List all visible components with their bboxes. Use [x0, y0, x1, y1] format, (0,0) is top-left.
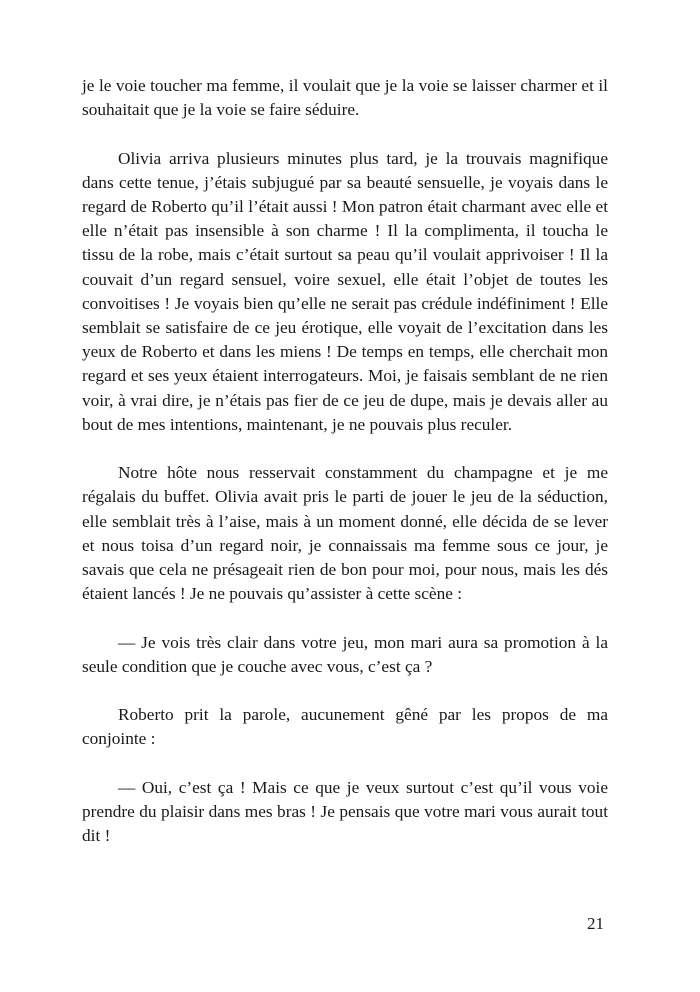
page-number: 21	[587, 914, 604, 933]
paragraph: Olivia arriva plusieurs minutes plus tard, je la trouvais magnifique dans cette tenue, j’étais subjugué par sa beauté sensuelle, je voyais dans le regard de Roberto qu’il l’était aussi ! Mon patron était charmant avec elle et elle n’était pas insensible à son charme ! Il la complimenta, il toucha le tissu de la robe, mais c’était surtout sa peau qu’il voulait apprivoiser ! Il la couvait d’un regard sensuel, voire sexuel, elle était l’objet de toutes les convoitises ! Je voyais bien qu’elle ne serait pas crédule indéfiniment ! Elle semblait se satisfaire de ce jeu érotique, elle voyait de l’excitation dans les yeux de Roberto et dans les miens ! De temps en temps, elle cherchait mon regard et ses yeux étaient interrogateurs. Moi, je faisais semblant de ne rien voir, à vrai dire, je n’étais pas fier de ce jeu de dupe, mais je devais aller au bout de mes intentions, maintenant, je ne pouvais plus reculer.	[82, 148, 608, 434]
body-text	[82, 74, 608, 873]
paragraph: Notre hôte nous resservait constamment du champagne et je me régalais du buffet. Olivia avait pris le parti de jouer le jeu de la séduction, elle semblait très à l’aise, mais à un moment donné, elle décida de se lever et nous toisa d’un regard noir, je connaissais ma femme sous ce jour, je savais que cela ne présageait rien de bon pour moi, pour nous, mais les dés étaient lancés ! Je ne pouvais qu’assister à cette scène :	[82, 463, 608, 604]
paragraph-continuation: je le voie toucher ma femme, il voulait que je la voie se laisser charmer et il souhaitait que je la voie se faire séduire.	[82, 76, 608, 120]
dialogue-paragraph: — Oui, c’est ça ! Mais ce que je veux surtout c’est qu’il vous voie prendre du plaisir dans mes bras ! Je pensais que votre mari vous aurait tout dit !	[82, 777, 608, 846]
dialogue-paragraph: — Je vois très clair dans votre jeu, mon mari aura sa promotion à la seule condition que je couche avec vous, c’est ça ?	[82, 632, 608, 676]
paragraph: Roberto prit la parole, aucunement gêné par les propos de ma conjointe :	[82, 705, 608, 749]
